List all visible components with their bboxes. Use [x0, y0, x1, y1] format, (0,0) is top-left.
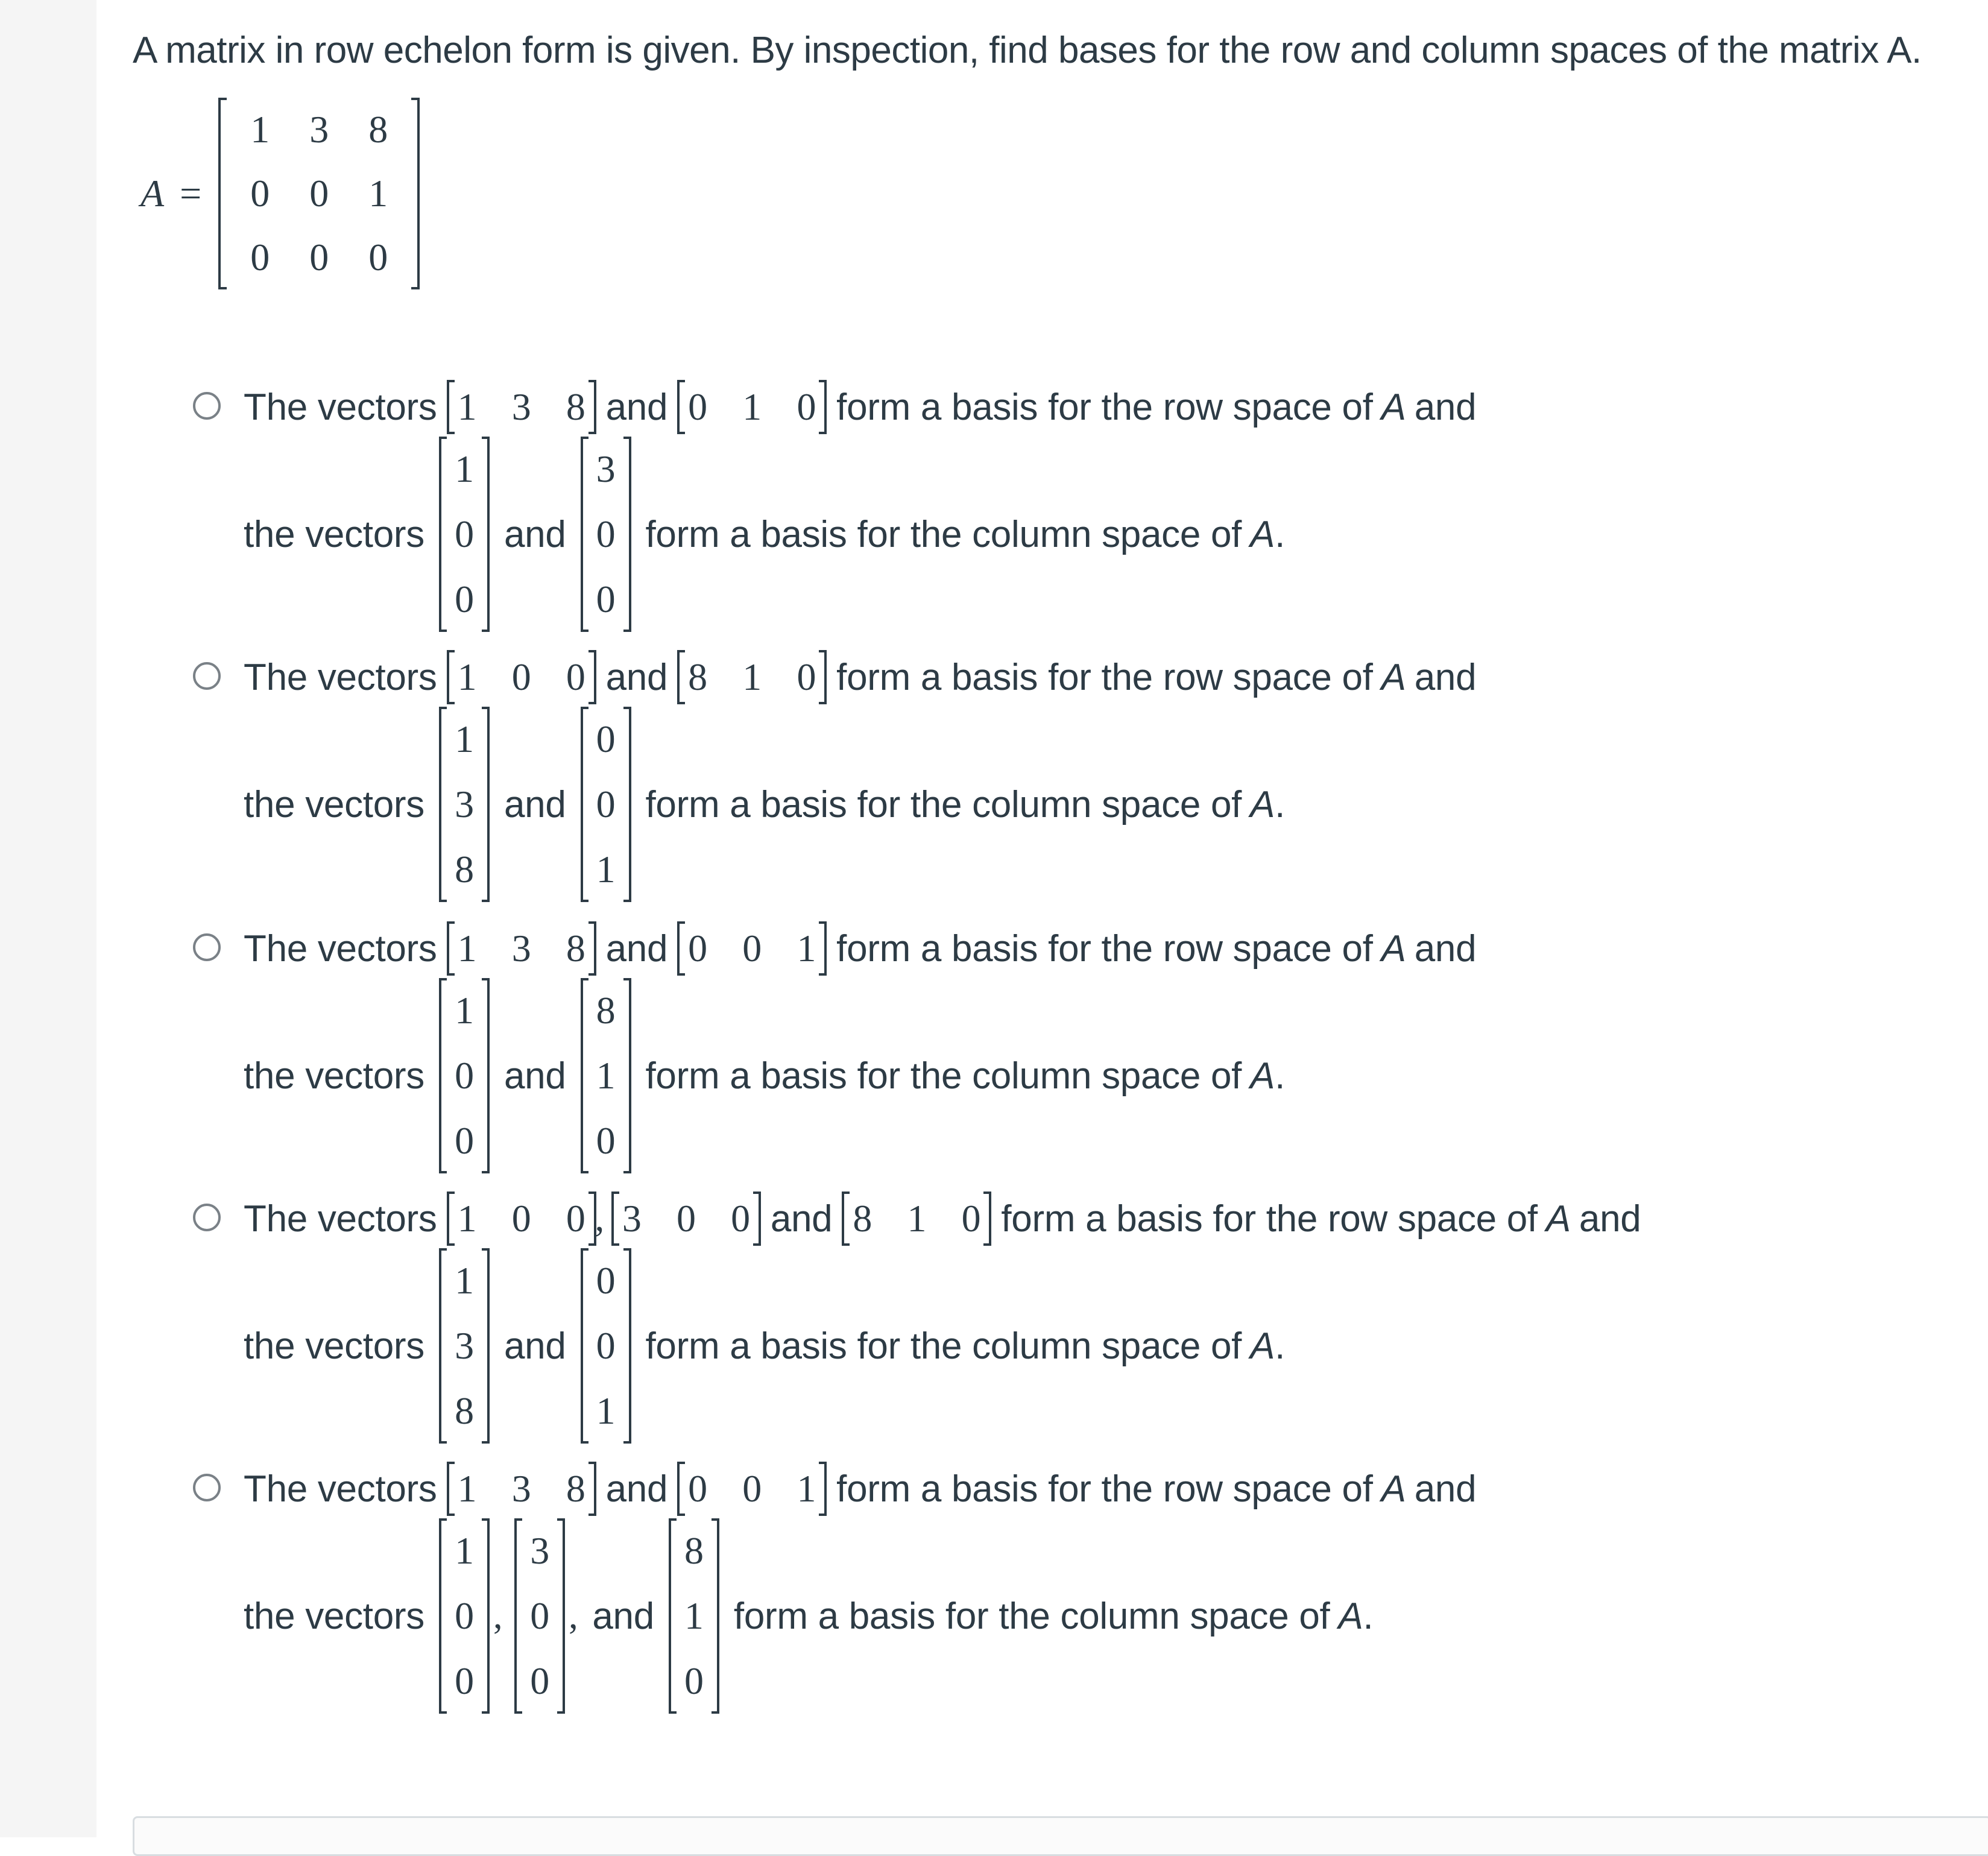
row-space-line — [244, 380, 1485, 434]
var-a: A — [1250, 1325, 1275, 1367]
vector-entry: 8 — [596, 989, 616, 1032]
text-col-suffix: form a basis for the column space of — [733, 1595, 1330, 1637]
comma: , — [595, 1198, 604, 1239]
vector-entry: 0 — [530, 1594, 549, 1637]
vector-entry: 0 — [688, 1467, 707, 1510]
text-and: and — [1414, 386, 1477, 428]
vector-entry: 0 — [530, 1659, 549, 1702]
answer-footer-box — [133, 1816, 1988, 1856]
row-vector — [446, 650, 598, 704]
vector-entry: 8 — [566, 927, 585, 970]
left-gutter — [0, 0, 96, 1837]
column-space-line — [244, 437, 1285, 632]
matrix-cell: 1 — [250, 108, 270, 151]
comma: , — [569, 1595, 578, 1637]
vector-entry: 8 — [566, 1467, 585, 1510]
row-vector — [446, 1192, 598, 1246]
vector-entry: 1 — [742, 655, 762, 698]
var-a: A — [1250, 1055, 1275, 1097]
row-vector — [446, 380, 598, 434]
vector-entry: 0 — [455, 1594, 474, 1637]
column-vector — [438, 978, 491, 1173]
matrix-row — [230, 98, 408, 162]
radio-button[interactable] — [193, 1474, 221, 1501]
matrix-cell: 0 — [250, 236, 270, 279]
vector-entry: 1 — [596, 1389, 616, 1432]
vector-entry: 0 — [455, 1119, 474, 1162]
vector-entry: 0 — [731, 1197, 750, 1240]
vector-entry: 8 — [684, 1529, 704, 1572]
matrix-cell: 1 — [368, 172, 388, 215]
vector-entry: 1 — [457, 1197, 477, 1240]
text-the-vectors: the vectors — [244, 1055, 424, 1097]
column-space-line — [244, 978, 1285, 1173]
vector-entry: 0 — [511, 1197, 531, 1240]
column-vector — [579, 437, 633, 632]
vector-entry: 0 — [455, 1659, 474, 1702]
vector-entry: 3 — [622, 1197, 642, 1240]
radio-button[interactable] — [193, 662, 221, 690]
vector-entry: 1 — [457, 385, 477, 428]
vector-entry: 0 — [596, 1119, 616, 1162]
var-a: A — [1338, 1595, 1363, 1637]
text-col-suffix: form a basis for the column space of — [645, 1325, 1242, 1367]
vector-entry: 1 — [457, 927, 477, 970]
text-and: and — [605, 386, 668, 428]
vector-entry: 3 — [455, 783, 474, 825]
row-space-line — [244, 1462, 1485, 1516]
text-and: and — [1414, 656, 1477, 698]
vector-entry: 8 — [566, 385, 585, 428]
var-a: A — [1381, 656, 1406, 698]
column-vector — [438, 707, 491, 902]
vector-entry: 0 — [455, 1054, 474, 1097]
text-row-suffix: form a basis for the row space of — [836, 1468, 1373, 1510]
text-the-vectors: The vectors — [244, 1468, 437, 1510]
vector-entry: 0 — [676, 1197, 696, 1240]
row-space-line — [244, 650, 1485, 704]
text-and: and — [605, 656, 668, 698]
text-row-suffix: form a basis for the row space of — [836, 386, 1373, 428]
column-vector — [513, 1518, 566, 1714]
text-and: and — [605, 927, 668, 970]
text-and: and — [503, 513, 566, 555]
matrix-cell: 0 — [309, 172, 329, 215]
matrix-row — [230, 226, 408, 289]
text-and: and — [1414, 927, 1477, 970]
period: . — [1275, 1325, 1286, 1367]
var-a: A — [1381, 1468, 1406, 1510]
column-vector — [438, 437, 491, 632]
vector-entry: 3 — [511, 1467, 531, 1510]
row-vector — [841, 1192, 992, 1246]
row-vector — [676, 650, 828, 704]
vector-entry: 8 — [853, 1197, 873, 1240]
matrix-cell: 0 — [309, 236, 329, 279]
radio-button[interactable] — [193, 1204, 221, 1231]
text-col-suffix: form a basis for the column space of — [645, 1055, 1242, 1097]
column-vector — [579, 1248, 633, 1444]
vector-entry: 0 — [596, 513, 616, 555]
comma: , — [493, 1595, 503, 1637]
text-the-vectors: The vectors — [244, 927, 437, 970]
vector-entry: 0 — [596, 1324, 616, 1367]
vector-entry: 0 — [797, 385, 816, 428]
var-a: A — [1545, 1198, 1571, 1240]
vector-entry: 0 — [961, 1197, 981, 1240]
row-space-line — [244, 1192, 1649, 1246]
row-vector — [676, 921, 828, 976]
vector-entry: 0 — [596, 718, 616, 760]
text-the-vectors: the vectors — [244, 513, 424, 555]
row-vector — [610, 1192, 762, 1246]
column-vector — [579, 978, 633, 1173]
row-space-line — [244, 921, 1485, 976]
text-the-vectors: the vectors — [244, 1595, 424, 1637]
vector-entry: 0 — [566, 655, 585, 698]
text-row-suffix: form a basis for the row space of — [836, 927, 1373, 970]
var-a: A — [1381, 386, 1406, 428]
text-row-suffix: form a basis for the row space of — [1001, 1198, 1538, 1240]
matrix-definition — [140, 98, 421, 289]
vector-entry: 1 — [457, 655, 477, 698]
text-and: and — [503, 1055, 566, 1097]
vector-entry: 3 — [511, 927, 531, 970]
matrix-row — [230, 162, 408, 226]
vector-entry: 8 — [455, 848, 474, 891]
text-and: and — [1579, 1198, 1641, 1240]
vector-entry: 0 — [455, 578, 474, 620]
matrix-cell: 3 — [309, 108, 329, 151]
matrix-cell: 0 — [250, 172, 270, 215]
vector-entry: 0 — [797, 655, 816, 698]
vector-entry: 3 — [455, 1324, 474, 1367]
text-and: and — [503, 783, 566, 825]
column-space-line — [244, 1518, 1373, 1714]
vector-entry: 1 — [596, 1054, 616, 1097]
text-the-vectors: the vectors — [244, 1325, 424, 1367]
text-the-vectors: The vectors — [244, 1198, 437, 1240]
matrix-cell: 0 — [368, 236, 388, 279]
vector-entry: 0 — [742, 1467, 762, 1510]
vector-entry: 0 — [511, 655, 531, 698]
text-col-suffix: form a basis for the column space of — [645, 783, 1242, 825]
period: . — [1275, 1055, 1286, 1097]
equals-sign: = — [180, 172, 202, 215]
text-the-vectors: The vectors — [244, 656, 437, 698]
vector-entry: 1 — [457, 1467, 477, 1510]
vector-entry: 0 — [684, 1659, 704, 1702]
matrix-label: A — [140, 172, 165, 215]
vector-entry: 3 — [530, 1529, 549, 1572]
vector-entry: 0 — [688, 385, 707, 428]
row-vector — [446, 921, 598, 976]
radio-button[interactable] — [193, 933, 221, 961]
vector-entry: 1 — [455, 1529, 474, 1572]
vector-entry: 0 — [596, 783, 616, 825]
vector-entry: 1 — [596, 848, 616, 891]
column-space-line — [244, 707, 1285, 902]
vector-entry: 1 — [455, 447, 474, 490]
text-and: and — [592, 1595, 654, 1637]
period: . — [1363, 1595, 1374, 1637]
radio-button[interactable] — [193, 392, 221, 420]
vector-entry: 3 — [596, 447, 616, 490]
question-page — [96, 0, 1988, 1837]
column-vector — [438, 1248, 491, 1444]
text-the-vectors: The vectors — [244, 386, 437, 428]
matrix-cell: 8 — [368, 108, 388, 151]
text-and: and — [1414, 1468, 1477, 1510]
period: . — [1275, 513, 1286, 555]
vector-entry: 1 — [455, 989, 474, 1032]
vector-entry: 3 — [511, 385, 531, 428]
vector-entry: 0 — [742, 927, 762, 970]
column-space-line — [244, 1248, 1285, 1444]
vector-entry: 1 — [797, 1467, 816, 1510]
vector-entry: 8 — [455, 1389, 474, 1432]
matrix-a — [217, 98, 421, 289]
row-vector — [446, 1462, 598, 1516]
vector-entry: 1 — [742, 385, 762, 428]
text-and: and — [770, 1198, 833, 1240]
var-a: A — [1250, 783, 1275, 825]
var-a: A — [1381, 927, 1406, 970]
vector-entry: 8 — [688, 655, 707, 698]
vector-entry: 1 — [455, 1259, 474, 1302]
vector-entry: 1 — [455, 718, 474, 760]
row-vector — [676, 1462, 828, 1516]
text-the-vectors: the vectors — [244, 783, 424, 825]
question-prompt: A matrix in row echelon form is given. By inspection, find bases for the row and column spaces of the matrix A. — [133, 30, 1922, 71]
text-col-suffix: form a basis for the column space of — [645, 513, 1242, 555]
var-a: A — [1250, 513, 1275, 555]
vector-entry: 0 — [455, 513, 474, 555]
column-vector — [667, 1518, 721, 1714]
vector-entry: 0 — [596, 1259, 616, 1302]
text-row-suffix: form a basis for the row space of — [836, 656, 1373, 698]
column-vector — [438, 1518, 491, 1714]
vector-entry: 0 — [566, 1197, 585, 1240]
vector-entry: 0 — [688, 927, 707, 970]
vector-entry: 0 — [596, 578, 616, 620]
row-vector — [676, 380, 828, 434]
vector-entry: 1 — [797, 927, 816, 970]
vector-entry: 1 — [907, 1197, 927, 1240]
vector-entry: 1 — [684, 1594, 704, 1637]
text-and: and — [503, 1325, 566, 1367]
column-vector — [579, 707, 633, 902]
text-and: and — [605, 1468, 668, 1510]
period: . — [1275, 783, 1286, 825]
